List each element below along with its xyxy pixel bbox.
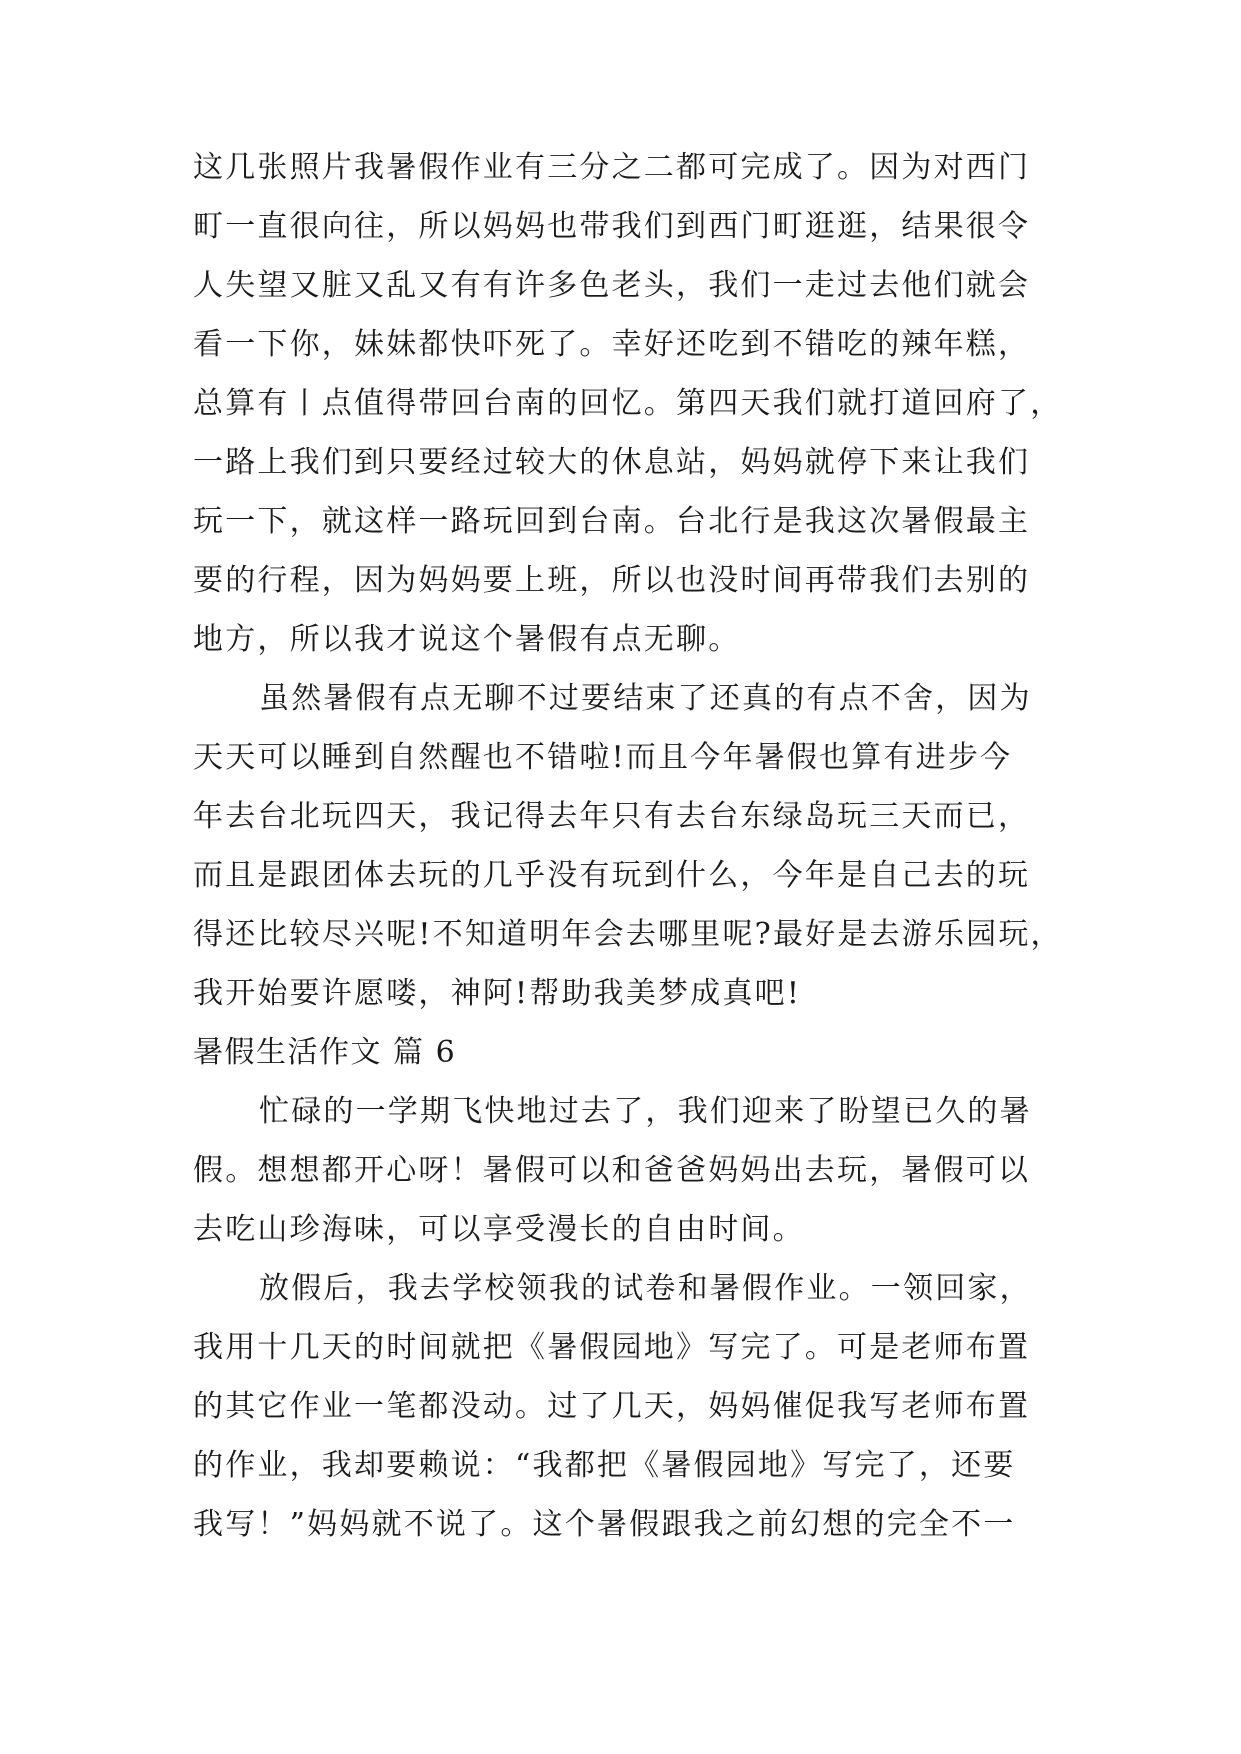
text-line: 年去台北玩四天，我记得去年只有去台东绿岛玩三天而已， (193, 799, 1031, 834)
text-line: 天天可以睡到自然醒也不错啦!而且今年暑假也算有进步今 (193, 740, 1013, 775)
text-line: 我用十几天的时间就把《暑假园地》写完了。可是老师布置 (193, 1330, 1031, 1365)
text-line: 忙碌的一学期飞快地过去了，我们迎来了盼望已久的暑 (259, 1094, 1032, 1129)
text-line: 要的行程，因为妈妈要上班，所以也没时间再带我们去别的 (193, 563, 1031, 598)
text-line: 总算有丨点值得带回台南的回忆。第四天我们就打道回府了， (193, 386, 1063, 421)
text-line: 而且是跟团体去玩的几乎没有玩到什么，今年是自己去的玩 (193, 858, 1031, 893)
text-line: 的作业，我却要赖说：“我都把《暑假园地》写完了，还要 (193, 1448, 1016, 1483)
text-line: 的其它作业一笔都没动。过了几天，妈妈催促我写老师布置 (193, 1389, 1031, 1424)
text-line: 我写！”妈妈就不说了。这个暑假跟我之前幻想的完全不一 (193, 1507, 1016, 1542)
text-line: 人失望又脏又乱又有有许多色老头，我们一走过去他们就会 (193, 268, 1031, 303)
text-line: 虽然暑假有点无聊不过要结束了还真的有点不舍，因为 (259, 681, 1032, 716)
text-line: 假。想想都开心呀！暑假可以和爸爸妈妈出去玩，暑假可以 (193, 1153, 1031, 1188)
text-line: 玩一下，就这样一路玩回到台南。台北行是我这次暑假最主 (193, 504, 1031, 539)
text-line: 看一下你，妹妹都快吓死了。幸好还吃到不错吃的辣年糕， (193, 327, 1031, 362)
text-line: 去吃山珍海味，可以享受漫长的自由时间。 (193, 1212, 805, 1247)
paragraph-4 (193, 1259, 1053, 1554)
paragraph-3 (193, 1082, 1053, 1259)
text-line: 一路上我们到只要经过较大的休息站，妈妈就停下来让我们 (193, 445, 1031, 480)
text-line: 町一直很向往，所以妈妈也带我们到西门町逛逛，结果很令 (193, 209, 1031, 244)
text-line: 这几张照片我暑假作业有三分之二都可完成了。因为对西门 (193, 150, 1031, 185)
text-line: 地方，所以我才说这个暑假有点无聊。 (193, 622, 741, 657)
text-line: 我开始要许愿喽，神阿!帮助我美梦成真吧! (193, 976, 802, 1011)
text-line: 得还比较尽兴呢!不知道明年会去哪里呢?最好是去游乐园玩， (193, 917, 1063, 952)
paragraph-1 (193, 138, 1063, 669)
section-heading: 暑假生活作文 篇 6 (193, 1035, 457, 1070)
text-line: 放假后，我去学校领我的试卷和暑假作业。一领回家， (259, 1271, 1032, 1306)
document-body (193, 138, 1063, 1554)
paragraph-2 (193, 669, 1063, 1023)
